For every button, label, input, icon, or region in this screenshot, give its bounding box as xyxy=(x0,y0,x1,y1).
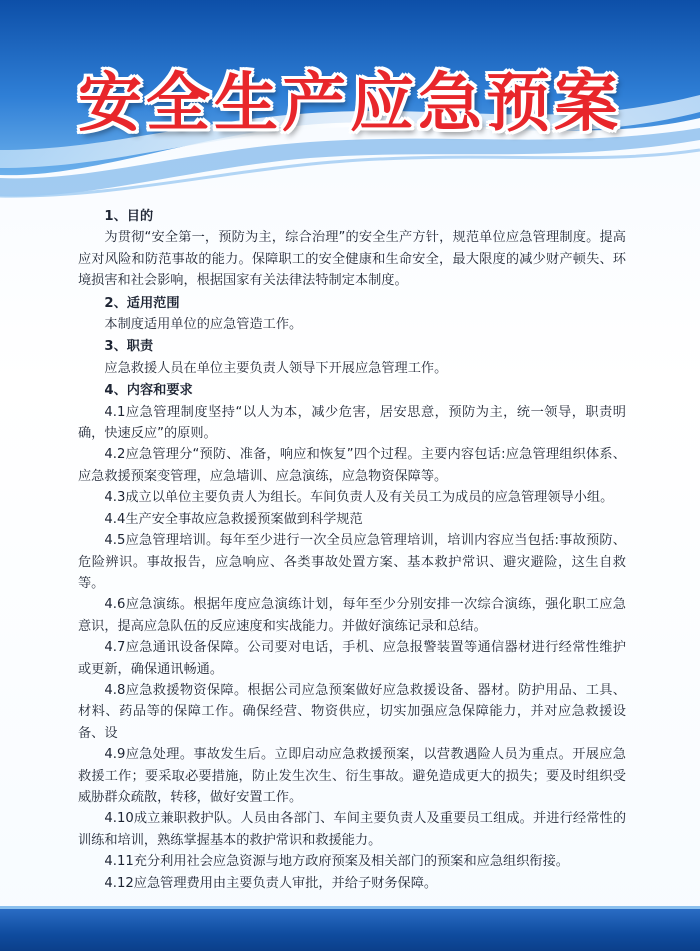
clause-4-11: 4.11充分利用社会应急资源与地方政府预案及相关部门的预案和应急组织衔接。 xyxy=(104,854,569,870)
section-heading: 3、职责 xyxy=(104,339,154,355)
section-heading: 4、内容和要求 xyxy=(104,383,193,399)
clause-4-9: 4.9应急处理。事故发生后。立即启动应急救援预案，以营教遇险人员为重点。开展应急救援工作；要采取必要措施，防止发生次生、衍生事故。避免造成更大的损失；要及时组织受威胁群众疏散，转移，做好安置工作。 xyxy=(78,747,626,805)
clause-4-10: 4.10成立兼职救护队。人员由各部门、车间主要负责人及重要员工组成。并进行经常性的训练和培训，熟练掌握基本的救护常识和救援能力。 xyxy=(78,811,626,848)
section-scope xyxy=(78,293,626,336)
clause-4-6: 4.6应急演练。根据年度应急演练计划，每年至少分别安排一次综合演练，强化职工应急意识，提高应急队伍的反应速度和实战能力。并做好演练记录和总结。 xyxy=(78,597,626,634)
clause-4-3: 4.3成立以单位主要负责人为组长。车间负责人及有关员工为成员的应急管理领导小组。 xyxy=(104,490,614,506)
clause-4-1: 4.1应急管理制度坚持“以人为本，减少危害，居安思意，预防为主，统一领导，职责明确，快速反应”的原则。 xyxy=(78,404,626,442)
poster-title: 安全生产应急预案 xyxy=(78,67,622,141)
clause-4-7: 4.7应急通讯设备保障。公司要对电话，手机、应急报警装置等通信器材进行经常性维护或更新，确保通讯畅通。 xyxy=(78,640,626,677)
section-paragraph: 应急救援人员在单位主要负责人领导下开展应急管理工作。 xyxy=(104,360,448,376)
clause-4-8: 4.8应急救援物资保障。根据公司应急预案做好应急救援设备、器材。防护用品、工具、材料、药品等的保障工作。确保经营、物资供应，切实加强应急保障能力，并对应急救援设备、设 xyxy=(78,682,626,741)
section-content-requirements xyxy=(78,380,626,894)
clause-4-12: 4.12应急管理费用由主要负责人审批，并给子财务保障。 xyxy=(104,875,438,891)
clause-4-5: 4.5应急管理培训。每年至少进行一次全员应急管理培训，培训内容应当包括:事故预防、危险辨识。事故报告，应急响应、各类事故处置方案、基本救护常识、避灾避险，这生自救等。 xyxy=(78,533,626,591)
section-paragraph: 本制度适用单位的应急管造工作。 xyxy=(104,317,303,333)
clause-4-2: 4.2应急管理分“预防、准备，响应和恢复”四个过程。主要内容包话:应急管理组织体系、应急救援预案变管理，应急墙训、应急演练，应急物资保障等。 xyxy=(78,447,626,484)
section-heading: 2、适用范围 xyxy=(104,295,180,311)
clause-4-4: 4.4生产安全事故应急救援预案做到科学规范 xyxy=(104,511,363,527)
section-heading: 1、目的 xyxy=(104,209,154,224)
section-purpose xyxy=(78,206,626,292)
section-responsibility xyxy=(78,336,626,379)
policy-content xyxy=(78,205,626,894)
footer-bar xyxy=(0,909,700,951)
section-paragraph: 为贯彻“安全第一，预防为主，综合治理”的安全生产方针，规范单位应急管理制度。提高应对风险和防范事故的能力。保障职工的安全健康和生命安全，最大限度的减少财产顿失、环境损害和社会影响，根据国家有关法律法特制定本制度。 xyxy=(78,230,626,289)
